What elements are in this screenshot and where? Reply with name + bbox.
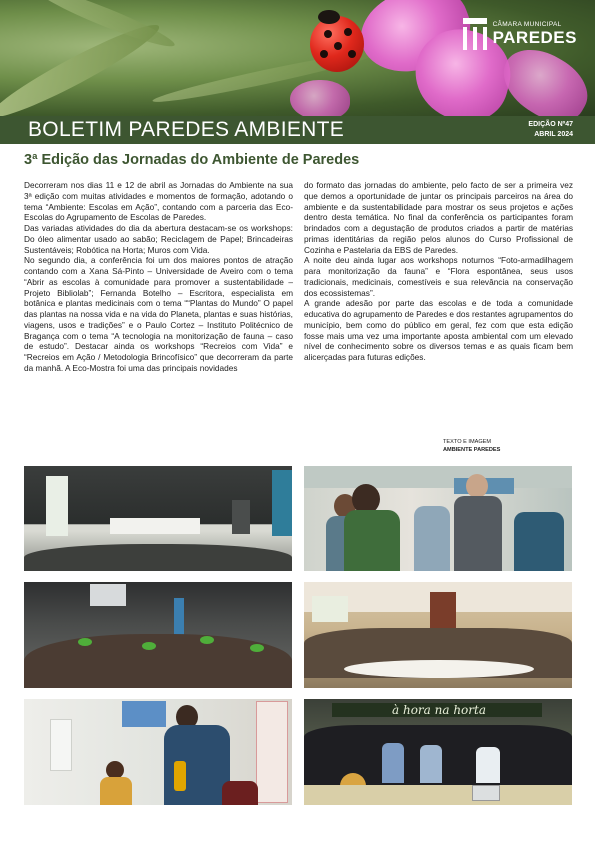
- cap-shape: [200, 636, 214, 644]
- screen-shape: [90, 584, 126, 606]
- child-shape: [100, 777, 132, 805]
- person-shape: [454, 496, 502, 571]
- logo-subtitle: CÂMARA MUNICIPAL: [492, 21, 562, 29]
- table-shape: [344, 660, 534, 678]
- edition-number: EDIÇÃO Nº47: [528, 121, 573, 128]
- article-paragraph: No segundo dia, a conferência foi um dos maiores pontos de atração contando com a Xana Sá-Pinto – Universidade de Aveiro com o tema “Abrir as escolas à comunidade para promover a sustentabilidade – Projeto Bibliolab”; Fernanda Botelho – Escritora, especialista em botânica e plantas medicinais com o tema ““Plantas do Mundo” O papel das plantas na nossa vida e na vida do Planeta, plantas e suas histórias, viagens, usos e tradições” e o Paulo Cortez – Instituto Politécnico de Bragança com o tema “A tecnologia na monitorização de fauna – caso de estudo”. Destacar ainda os workshops “Recreios com Vida” e “Recreios em Ação / Metodologia Brincofísico” que decorreram da parte da manhã. A Eco-Mostra foi uma das principais novidades: [24, 255, 293, 373]
- banner-shape: [174, 598, 184, 638]
- article-column-left: [24, 180, 293, 374]
- photo-tasting: [304, 582, 572, 688]
- person-shape: [466, 474, 488, 498]
- header-image: [0, 0, 595, 116]
- banner-shape: [272, 470, 292, 536]
- article-column-right: [304, 180, 573, 363]
- cap-shape: [142, 642, 156, 650]
- wall-shape: [304, 466, 572, 488]
- table-shape: [110, 518, 200, 534]
- person-shape: [514, 512, 564, 571]
- door-shape: [430, 592, 456, 632]
- flower-shape: [290, 80, 350, 116]
- calendar-shape: [256, 701, 288, 803]
- edition-date: ABRIL 2024: [534, 131, 573, 138]
- credit-name: AMBIENTE PAREDES: [443, 447, 501, 453]
- child-shape: [222, 781, 258, 805]
- article-headline: 3ª Edição das Jornadas do Ambiente de Paredes: [24, 152, 360, 168]
- municipal-logo-icon: [463, 18, 487, 50]
- cap-shape: [250, 644, 264, 652]
- paredes-logo[interactable]: [463, 18, 577, 50]
- photo-conference-stage: [24, 466, 292, 571]
- audience-shape: [24, 634, 292, 688]
- student-shape: [382, 743, 404, 783]
- table-shape: [304, 785, 572, 805]
- ladybug-image: [310, 16, 364, 72]
- title-bar: [0, 116, 595, 144]
- article-paragraph: A noite deu ainda lugar aos workshops noturnos “Foto-armadilhagem para monitorização da fauna” e “Flora espontânea, seus usos tradicionais, medicinais, comestíveis e sua relevância na conservação dos ecossistemas”.: [304, 255, 573, 298]
- student-shape: [420, 745, 442, 783]
- student-shape: [476, 747, 500, 783]
- article-credit: [443, 438, 500, 454]
- article-paragraph: A grande adesão por parte das escolas e de toda a comunidade educativa do agrupamento de Paredes e dos restantes agrupamentos do município, bem como do público em geral, fez com que esta edição fosse mais uma vez uma importante aposta ambiental com um elevado nível de conhecimento sobre os diversos temas e as quais ficam bem alicerçadas para futuras edições.: [304, 298, 573, 362]
- photo-eco-mostra: [304, 466, 572, 571]
- logo-title: PAREDES: [492, 27, 577, 47]
- person-shape: [414, 506, 450, 571]
- photo-horta-group: [304, 699, 572, 805]
- bottle-shape: [174, 761, 186, 791]
- photo-workshop-kids: [24, 699, 292, 805]
- lectern-shape: [232, 500, 250, 534]
- person-shape: [344, 510, 400, 571]
- banner-shape: [46, 476, 68, 536]
- cap-shape: [78, 638, 92, 646]
- photo-auditorium: [24, 582, 292, 688]
- wall-mural-text: à hora na horta: [392, 703, 486, 717]
- edition-info: [528, 120, 573, 140]
- article-paragraph: Das variadas atividades do dia da abertura destacam-se os workshops: Do óleo alimentar usado ao sabão; Reciclagem de Papel; Brincadeiras Sustentáveis; Robótica na Horta; Muros com Vida.: [24, 223, 293, 255]
- credit-label: TEXTO E IMAGEM: [443, 439, 492, 445]
- bulletin-title: BOLETIM PAREDES AMBIENTE: [28, 118, 345, 141]
- audience-shape: [24, 544, 292, 571]
- poster-shape: [122, 701, 166, 727]
- laptop-shape: [472, 785, 500, 801]
- article-paragraph: do formato das jornadas do ambiente, pelo facto de ser a primeira vez que demos a oportunidade de juntar os principais parceiros na área do ambiente e da sustentabilidade para mostrar os seus projetos e ações dentro desta temática. No final da conferência os participantes foram brindados com a degustação de produtos criados a partir de matérias primas identitárias da região pelos alunos do Curso Profissional de Cozinha e Pastelaria da EBS de Paredes.: [304, 180, 573, 255]
- dispenser-shape: [50, 719, 72, 771]
- poster-shape: [312, 596, 348, 622]
- article-paragraph: Decorreram nos dias 11 e 12 de abril as Jornadas do Ambiente na sua 3ª edição com muitas atividades e momentos de formação, adotando o tema “Ambiente: Escolas em Ação”, contando com a parceria das Eco-Escolas do Agrupamento de Escolas de Paredes.: [24, 180, 293, 223]
